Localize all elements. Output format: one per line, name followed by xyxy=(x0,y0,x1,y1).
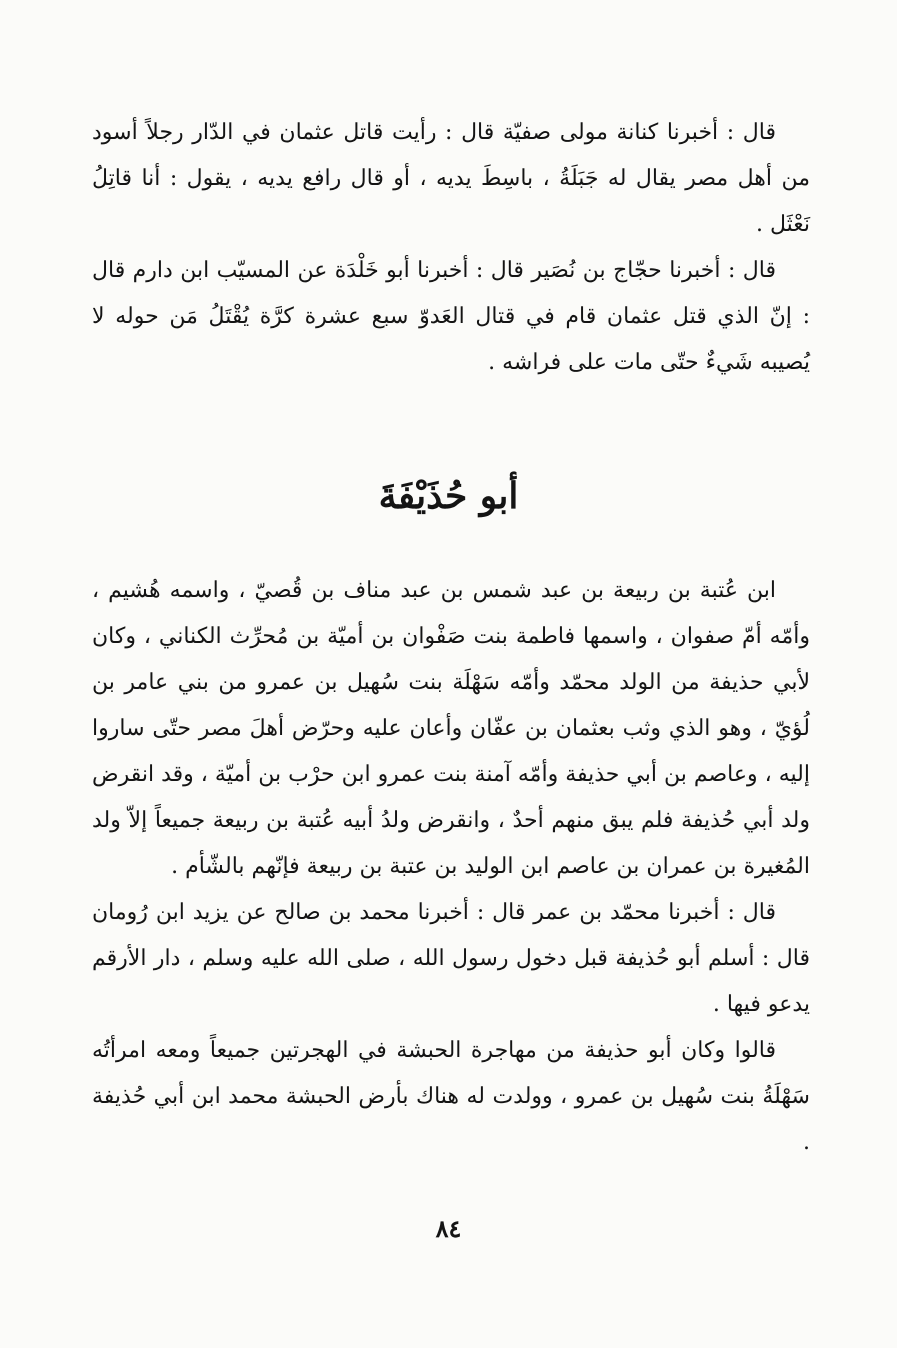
paragraph-hajjaj-report: قال : أخبرنا حجّاج بن نُصَير قال : أخبرنا أبو خَلْدَة عن المسيّب ابن دارم قال : إنّ الذي قتل عثمان قام في قتال العَدوّ سبع عشرة كرَّة يُقْتَلُ مَن حوله لا يُصيبه شَيءٌ حتّى مات على فراشه . xyxy=(92,258,810,375)
biography-text-block xyxy=(92,568,810,1166)
page-number: ٨٤ xyxy=(435,1214,462,1243)
paragraph-lineage: ابن عُتبة بن ربيعة بن عبد شمس بن عبد مناف بن قُصيّ ، واسمه هُشيم ، وأمّه أمّ صفوان ، واسمها فاطمة بنت صَفْوان بن أميّة بن مُحرِّث الكناني ، وكان لأبي حذيفة من الولد محمّد وأمّه سَهْلَة بنت سُهيل بن عمرو من بني عامر بن لُؤيّ ، وهو الذي وثب بعثمان بن عفّان وأعان عليه وحرّض أهلَ مصر حتّى ساروا إليه ، وعاصم بن أبي حذيفة وأمّه آمنة بنت عمرو ابن حرْب بن أميّة ، وقد انقرض ولد أبي حُذيفة فلم يبق منهم أحدٌ ، وانقرض ولدُ أبيه عُتبة بن ربيعة جميعاً إلاّ ولد المُغيرة بن عمران بن عاصم ابن الوليد بن عتبة بن ربيعة فإنّهم بالشّأم . xyxy=(92,578,810,879)
opening-text-block xyxy=(92,110,810,386)
paragraph-conversion: قال : أخبرنا محمّد بن عمر قال : أخبرنا محمد بن صالح عن يزيد ابن رُومان قال : أسلم أبو حُذيفة قبل دخول رسول الله ، صلى الله عليه وسلم ، دار الأرقم يدعو فيها . xyxy=(92,900,810,1017)
paragraph-kinana-report: قال : أخبرنا كنانة مولى صفيّة قال : رأيت قاتل عثمان في الدّار رجلاً أسود من أهل مصر يقال له جَبَلَةُ ، باسِطَ يديه ، أو قال رافع يديه ، يقول : أنا قاتِلُ نَعْثَل . xyxy=(92,120,810,237)
paragraph-migration: قالوا وكان أبو حذيفة من مهاجرة الحبشة في الهجرتين جميعاً ومعه امرأتُه سَهْلَةُ بنت سُهيل بن عمرو ، وولدت له هناك بأرض الحبشة محمد ابن أبي حُذيفة . xyxy=(92,1038,810,1155)
section-heading: أبو حُذَيْفَةَ xyxy=(378,475,519,517)
